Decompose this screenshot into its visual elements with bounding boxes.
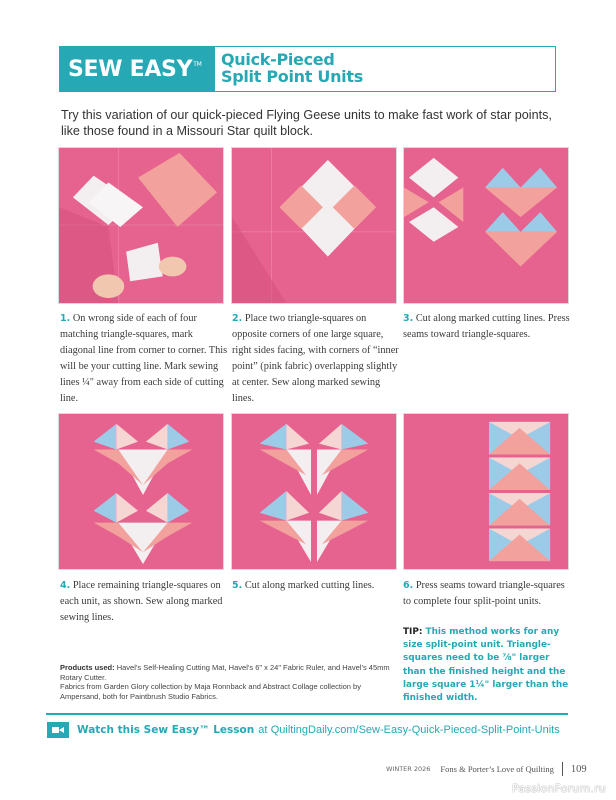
- lesson-url[interactable]: QuiltingDaily.com/Sew-Easy-Quick-Pieced-Split-Point-Units: [270, 724, 560, 736]
- step-instruction: Press seams toward triangle-squares to complete four split-point units.: [403, 580, 565, 607]
- trademark: TM: [193, 60, 202, 68]
- step-4-photo: [58, 413, 224, 570]
- watch-at: at: [258, 724, 268, 736]
- step-3-photo: [403, 147, 569, 304]
- step-3-illustration: [404, 148, 568, 303]
- step-2-text: [232, 311, 402, 407]
- intro-paragraph: Try this variation of our quick-pieced Flying Geese units to make fast work of star points, like those found in a Missouri Star quilt block.: [61, 108, 552, 138]
- step-5-text: [232, 578, 402, 594]
- step-5-illustration: [232, 414, 396, 569]
- step-number: 4.: [60, 580, 71, 591]
- step-instruction: On wrong side of each of four matching triangle-squares, mark diagonal line from corner to corner. This will be your cutting line. Mark sewing lines ¼" away from each side of cutting line.: [60, 313, 228, 404]
- fabrics-credit: Fabrics from Garden Glory collection by Maja Ronnback and Abstract Collage collection by Ampersand, both for Paintbrush Studio Fabrics.: [60, 682, 361, 701]
- step-4-illustration: [59, 414, 223, 569]
- video-camera-icon: [47, 722, 69, 738]
- step-6-illustration: [404, 414, 568, 569]
- step-6-photo: [403, 413, 569, 570]
- step-6-text: [403, 578, 573, 610]
- footer-separator: [562, 762, 563, 776]
- watch-lesson-link[interactable]: [47, 722, 560, 738]
- step-1-illustration: [59, 148, 223, 303]
- step-number: 5.: [232, 580, 243, 591]
- products-credits: [60, 663, 400, 701]
- step-instruction: Cut along marked cutting lines.: [244, 580, 375, 591]
- magazine-name: Fons & Porter’s Love of Quilting: [440, 764, 554, 774]
- step-3-text: [403, 311, 573, 343]
- step-number: 3.: [403, 313, 414, 324]
- products-text: Havel’s Self-Healing Cutting Mat, Havel’s 6" x 24" Fabric Ruler, and Havel’s 45mm Rotary Cutter.: [60, 663, 390, 682]
- issue-date: WINTER 2026: [386, 765, 431, 773]
- title-line-1: Quick-Pieced: [221, 50, 335, 69]
- step-4-text: [60, 578, 230, 626]
- divider: [46, 713, 568, 715]
- title-banner: [59, 46, 556, 92]
- title-line-2: Split Point Units: [221, 67, 363, 86]
- products-label: Products used:: [60, 663, 115, 672]
- step-instruction: Cut along marked cutting lines. Press seams toward triangle-squares.: [403, 313, 570, 340]
- watermark: PassionForum.ru: [512, 782, 606, 795]
- watch-label: Watch this Sew Easy™ Lesson: [77, 724, 255, 736]
- sew-easy-badge: [60, 47, 215, 91]
- step-number: 2.: [232, 313, 243, 324]
- step-instruction: Place two triangle-squares on opposite corners of one large square, right sides facing, with corners of “inner point” (pink fabric) overlapping slightly at center. Sew along marked sewing lines.: [232, 313, 399, 404]
- step-2-illustration: [232, 148, 396, 303]
- badge-text: SEW EASY: [68, 56, 193, 82]
- page-number: 109: [570, 763, 587, 775]
- step-5-photo: [231, 413, 397, 570]
- step-number: 1.: [60, 313, 71, 324]
- tip-box: [403, 626, 573, 705]
- tip-label: TIP:: [403, 627, 423, 637]
- tip-text: This method works for any size split-point unit. Triangle-squares need to be ⅞" larger than the finished height and the large square 1¼" larger than the finished width.: [403, 627, 569, 704]
- page-footer: [386, 762, 587, 776]
- step-instruction: Place remaining triangle-squares on each unit, as shown. Sew along marked sewing lines.: [60, 580, 223, 623]
- step-2-photo: [231, 147, 397, 304]
- step-1-text: [60, 311, 230, 407]
- page-title: [215, 47, 363, 91]
- step-number: 6.: [403, 580, 414, 591]
- step-1-photo: [58, 147, 224, 304]
